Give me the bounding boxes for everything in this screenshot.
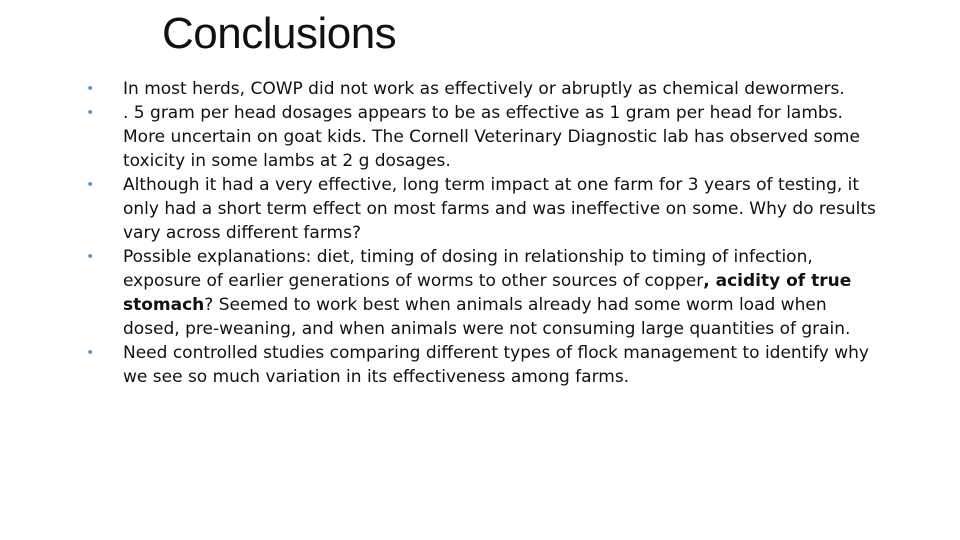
bullet-dot-icon: • (86, 345, 95, 361)
bullet-text: Need controlled studies comparing different types of flock management to identify why we see so much variation in its effectiveness among farms. (123, 343, 869, 387)
bullet-item (86, 77, 876, 101)
bullet-item (86, 245, 876, 341)
slide-title: Conclusions (162, 9, 397, 58)
bullet-list (86, 77, 876, 389)
bullet-text (123, 247, 851, 339)
bullet-text-bold: , acidity of true stomach (123, 271, 852, 315)
bullet-dot-icon: • (86, 81, 95, 97)
bullet-item (86, 101, 876, 173)
bullet-text: In most herds, COWP did not work as effectively or abruptly as chemical dewormers. (123, 79, 845, 99)
bullet-dot-icon: • (86, 105, 95, 121)
bullet-text-part: Possible explanations: diet, timing of dosing in relationship to timing of infection, exposure of earlier generations of worms to other sources of copper (123, 247, 813, 291)
bullet-text: . 5 gram per head dosages appears to be as effective as 1 gram per head for lambs. More uncertain on goat kids. The Cornell Veterinary Diagnostic lab has observed some toxicity in some lambs at 2 g dosages. (123, 103, 860, 171)
bullet-dot-icon: • (86, 249, 95, 265)
bullet-dot-icon: • (86, 177, 95, 193)
bullet-item (86, 173, 876, 245)
bullet-text-part: ? Seemed to work best when animals already had some worm load when dosed, pre-weaning, and when animals were not consuming large quantities of grain. (123, 295, 851, 339)
bullet-text: Although it had a very effective, long term impact at one farm for 3 years of testing, it only had a short term effect on most farms and was ineffective on some. Why do results vary across different farms? (123, 175, 876, 243)
bullet-item (86, 341, 876, 389)
